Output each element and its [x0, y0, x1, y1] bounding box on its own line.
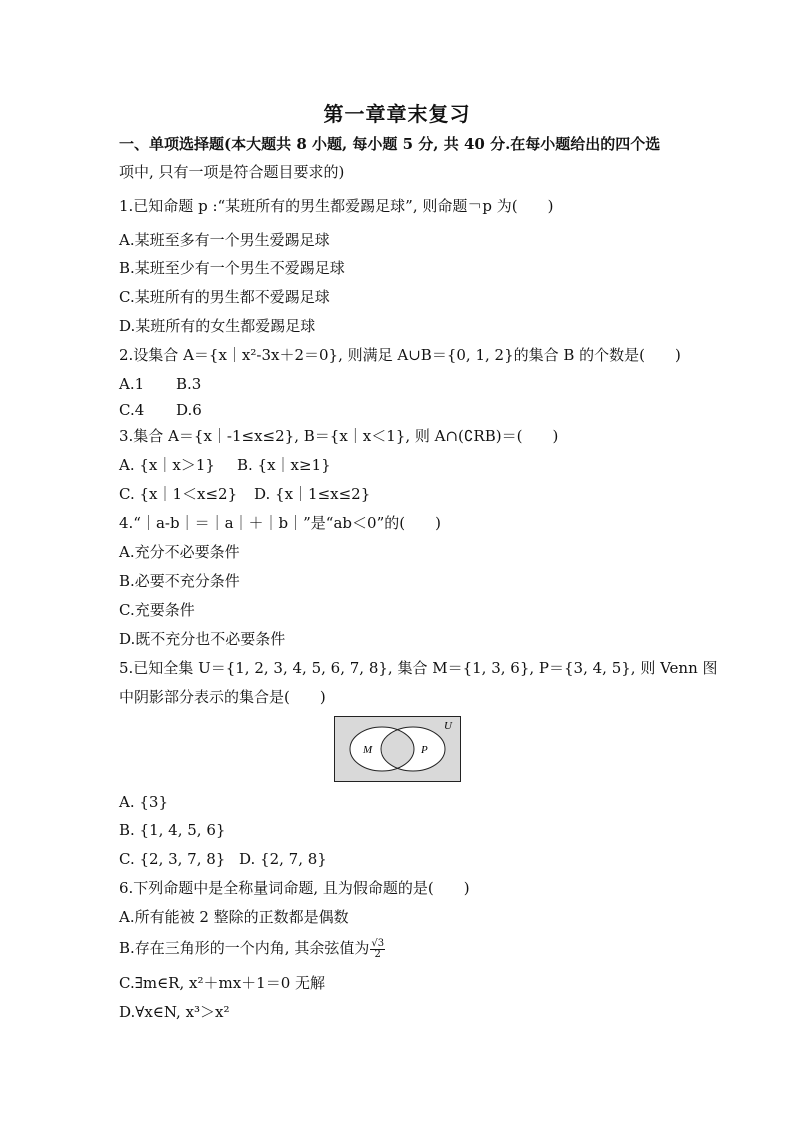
- q1-option-a: A.某班至多有一个男生爱踢足球: [119, 231, 330, 249]
- q1-option-c: C.某班所有的男生都不爱踢足球: [119, 288, 330, 306]
- q5-stem: 5.已知全集 U＝{1, 2, 3, 4, 5, 6, 7, 8}, 集合 M＝{1, 3, 6}, P＝{3, 4, 5}, 则 Venn 图: [119, 659, 718, 677]
- q1-option-d: D.某班所有的女生都爱踢足球: [119, 317, 316, 335]
- q6-fraction-denominator: 2: [374, 948, 381, 960]
- page-title: 第一章章末复习: [323, 102, 471, 126]
- q6-stem: 6.下列命题中是全称量词命题, 且为假命题的是( ): [119, 879, 470, 897]
- q4-option-c: C.充要条件: [119, 601, 195, 619]
- q5-options-cd: [119, 849, 327, 869]
- venn-label-p: P: [421, 744, 428, 756]
- q6-option-d: D.∀x∈N, x³＞x²: [119, 1003, 230, 1021]
- q4-stem: 4.“｜a-b｜＝｜a｜＋｜b｜”是“ab＜0”的( ): [119, 514, 441, 532]
- q5-option-a: A. {3}: [119, 793, 168, 811]
- q2-option-c: C.4: [119, 401, 145, 419]
- q3-stem: 3.集合 A＝{x｜-1≤x≤2}, B＝{x｜x＜1}, 则 A∩(∁RB)＝( ): [119, 427, 559, 445]
- q6-option-b-text: B.存在三角形的一个内角, 其余弦值为: [119, 939, 370, 957]
- q2-option-a: A.1: [119, 375, 145, 393]
- section-heading-cont: 项中, 只有一项是符合题目要求的): [119, 163, 345, 181]
- q2-options-cd: [119, 400, 202, 420]
- venn-label-m: M: [363, 744, 373, 756]
- section-heading: 一、单项选择题(本大题共 8 小题, 每小题 5 分, 共 40 分.在每小题给出的四个选: [119, 135, 661, 153]
- q5-option-c: C. {2, 3, 7, 8}: [119, 850, 226, 868]
- q3-option-d: D. {x｜1≤x≤2}: [254, 485, 371, 503]
- q3-options-ab: [119, 455, 331, 475]
- q2-option-d: D.6: [176, 401, 202, 419]
- q2-option-b: B.3: [176, 375, 202, 393]
- q3-option-a: A. {x｜x＞1}: [119, 456, 215, 474]
- q4-option-b: B.必要不充分条件: [119, 572, 240, 590]
- q2-stem: 2.设集合 A＝{x｜x²-3x＋2＝0}, 则满足 A∪B＝{0, 1, 2}的集合 B 的个数是( ): [119, 346, 681, 364]
- q3-option-c: C. {x｜1＜x≤2}: [119, 485, 238, 503]
- q5-option-d: D. {2, 7, 8}: [239, 850, 327, 868]
- venn-diagram: [334, 716, 461, 782]
- q5-option-b: B. {1, 4, 5, 6}: [119, 821, 226, 839]
- q2-options-ab: [119, 374, 202, 394]
- q5-stem-cont: 中阴影部分表示的集合是( ): [119, 688, 326, 706]
- q6-option-a: A.所有能被 2 整除的正数都是偶数: [119, 908, 349, 926]
- q6-fraction: [370, 939, 385, 960]
- q3-options-cd: [119, 484, 371, 504]
- q4-option-a: A.充分不必要条件: [119, 543, 240, 561]
- venn-label-u: U: [444, 720, 452, 732]
- q3-option-b: B. {x｜x≥1}: [237, 456, 331, 474]
- q6-option-b: [119, 938, 385, 960]
- q6-fraction-numerator: √3: [371, 937, 385, 949]
- q4-option-d: D.既不充分也不必要条件: [119, 630, 286, 648]
- q1-option-b: B.某班至少有一个男生不爱踢足球: [119, 259, 345, 277]
- q1-stem: 1.已知命题 p :“某班所有的男生都爱踢足球”, 则命题￢p 为( ): [119, 197, 554, 215]
- q6-option-c: C.∃m∈R, x²＋mx＋1＝0 无解: [119, 974, 326, 992]
